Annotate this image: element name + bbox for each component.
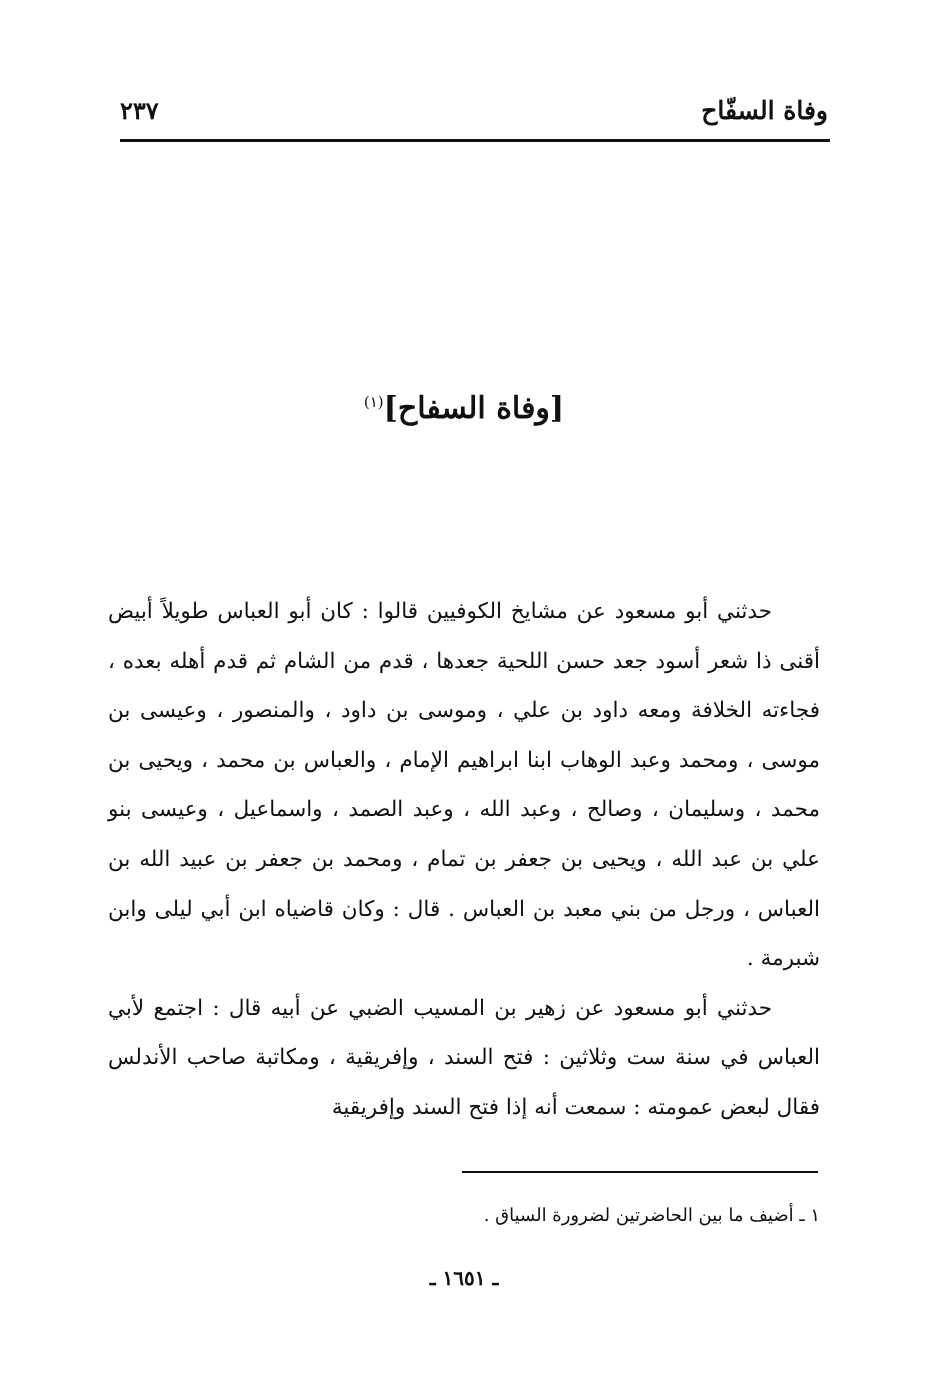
folio-number: ـ ١٦٥١ ـ: [429, 1266, 499, 1290]
section-title: [وفاة السفاح]: [383, 391, 565, 426]
body-text: [108, 587, 820, 1133]
footnote-marker: (١): [363, 393, 384, 411]
footnote-rule: [462, 1171, 818, 1173]
running-title: وفاة السفّاح: [701, 96, 828, 125]
paragraph-1: حدثني أبو مسعود عن مشايخ الكوفيين قالوا : كان أبو العباس طويلاً أبيض أقنى ذا شعر أسود جعد حسن اللحية جعدها ، قدم من الشام ثم قدم أهله بعده ، فجاءته الخلافة ومعه داود بن علي ، وموسى بن داود ، والمنصور ، وعيسى بن موسى ، ومحمد وعبد الوهاب ابنا ابراهيم الإمام ، والعباس بن محمد ، ويحيى بن محمد ، وسليمان ، وصالح ، وعبد الله ، وعبد الصمد ، واسماعيل ، وعيسى بنو علي بن عبد الله ، ويحيى بن جعفر بن تمام ، ومحمد بن جعفر بن عبيد الله بن العباس ، ورجل من بني معبد بن العباس . قال : وكان قاضياه ابن أبي ليلى وابن شبرمة .: [108, 599, 820, 972]
section-heading: [0, 380, 928, 431]
page-number: ٢٣٧: [120, 96, 159, 125]
running-header: [110, 92, 828, 138]
paragraph-2: حدثني أبو مسعود عن زهير بن المسيب الضبي عن أبيه قال : اجتمع لأبي العباس في سنة ست وثلاثين : فتح السند ، وإفريقية ، ومكاتبة صاحب الأندلس فقال لبعض عمومته : سمعت أنه إذا فتح السند وإفريقية: [108, 995, 820, 1120]
header-rule: [120, 139, 830, 142]
footnote-1: ١ ـ أضيف ما بين الحاضرتين لضرورة السياق .: [483, 1205, 820, 1226]
